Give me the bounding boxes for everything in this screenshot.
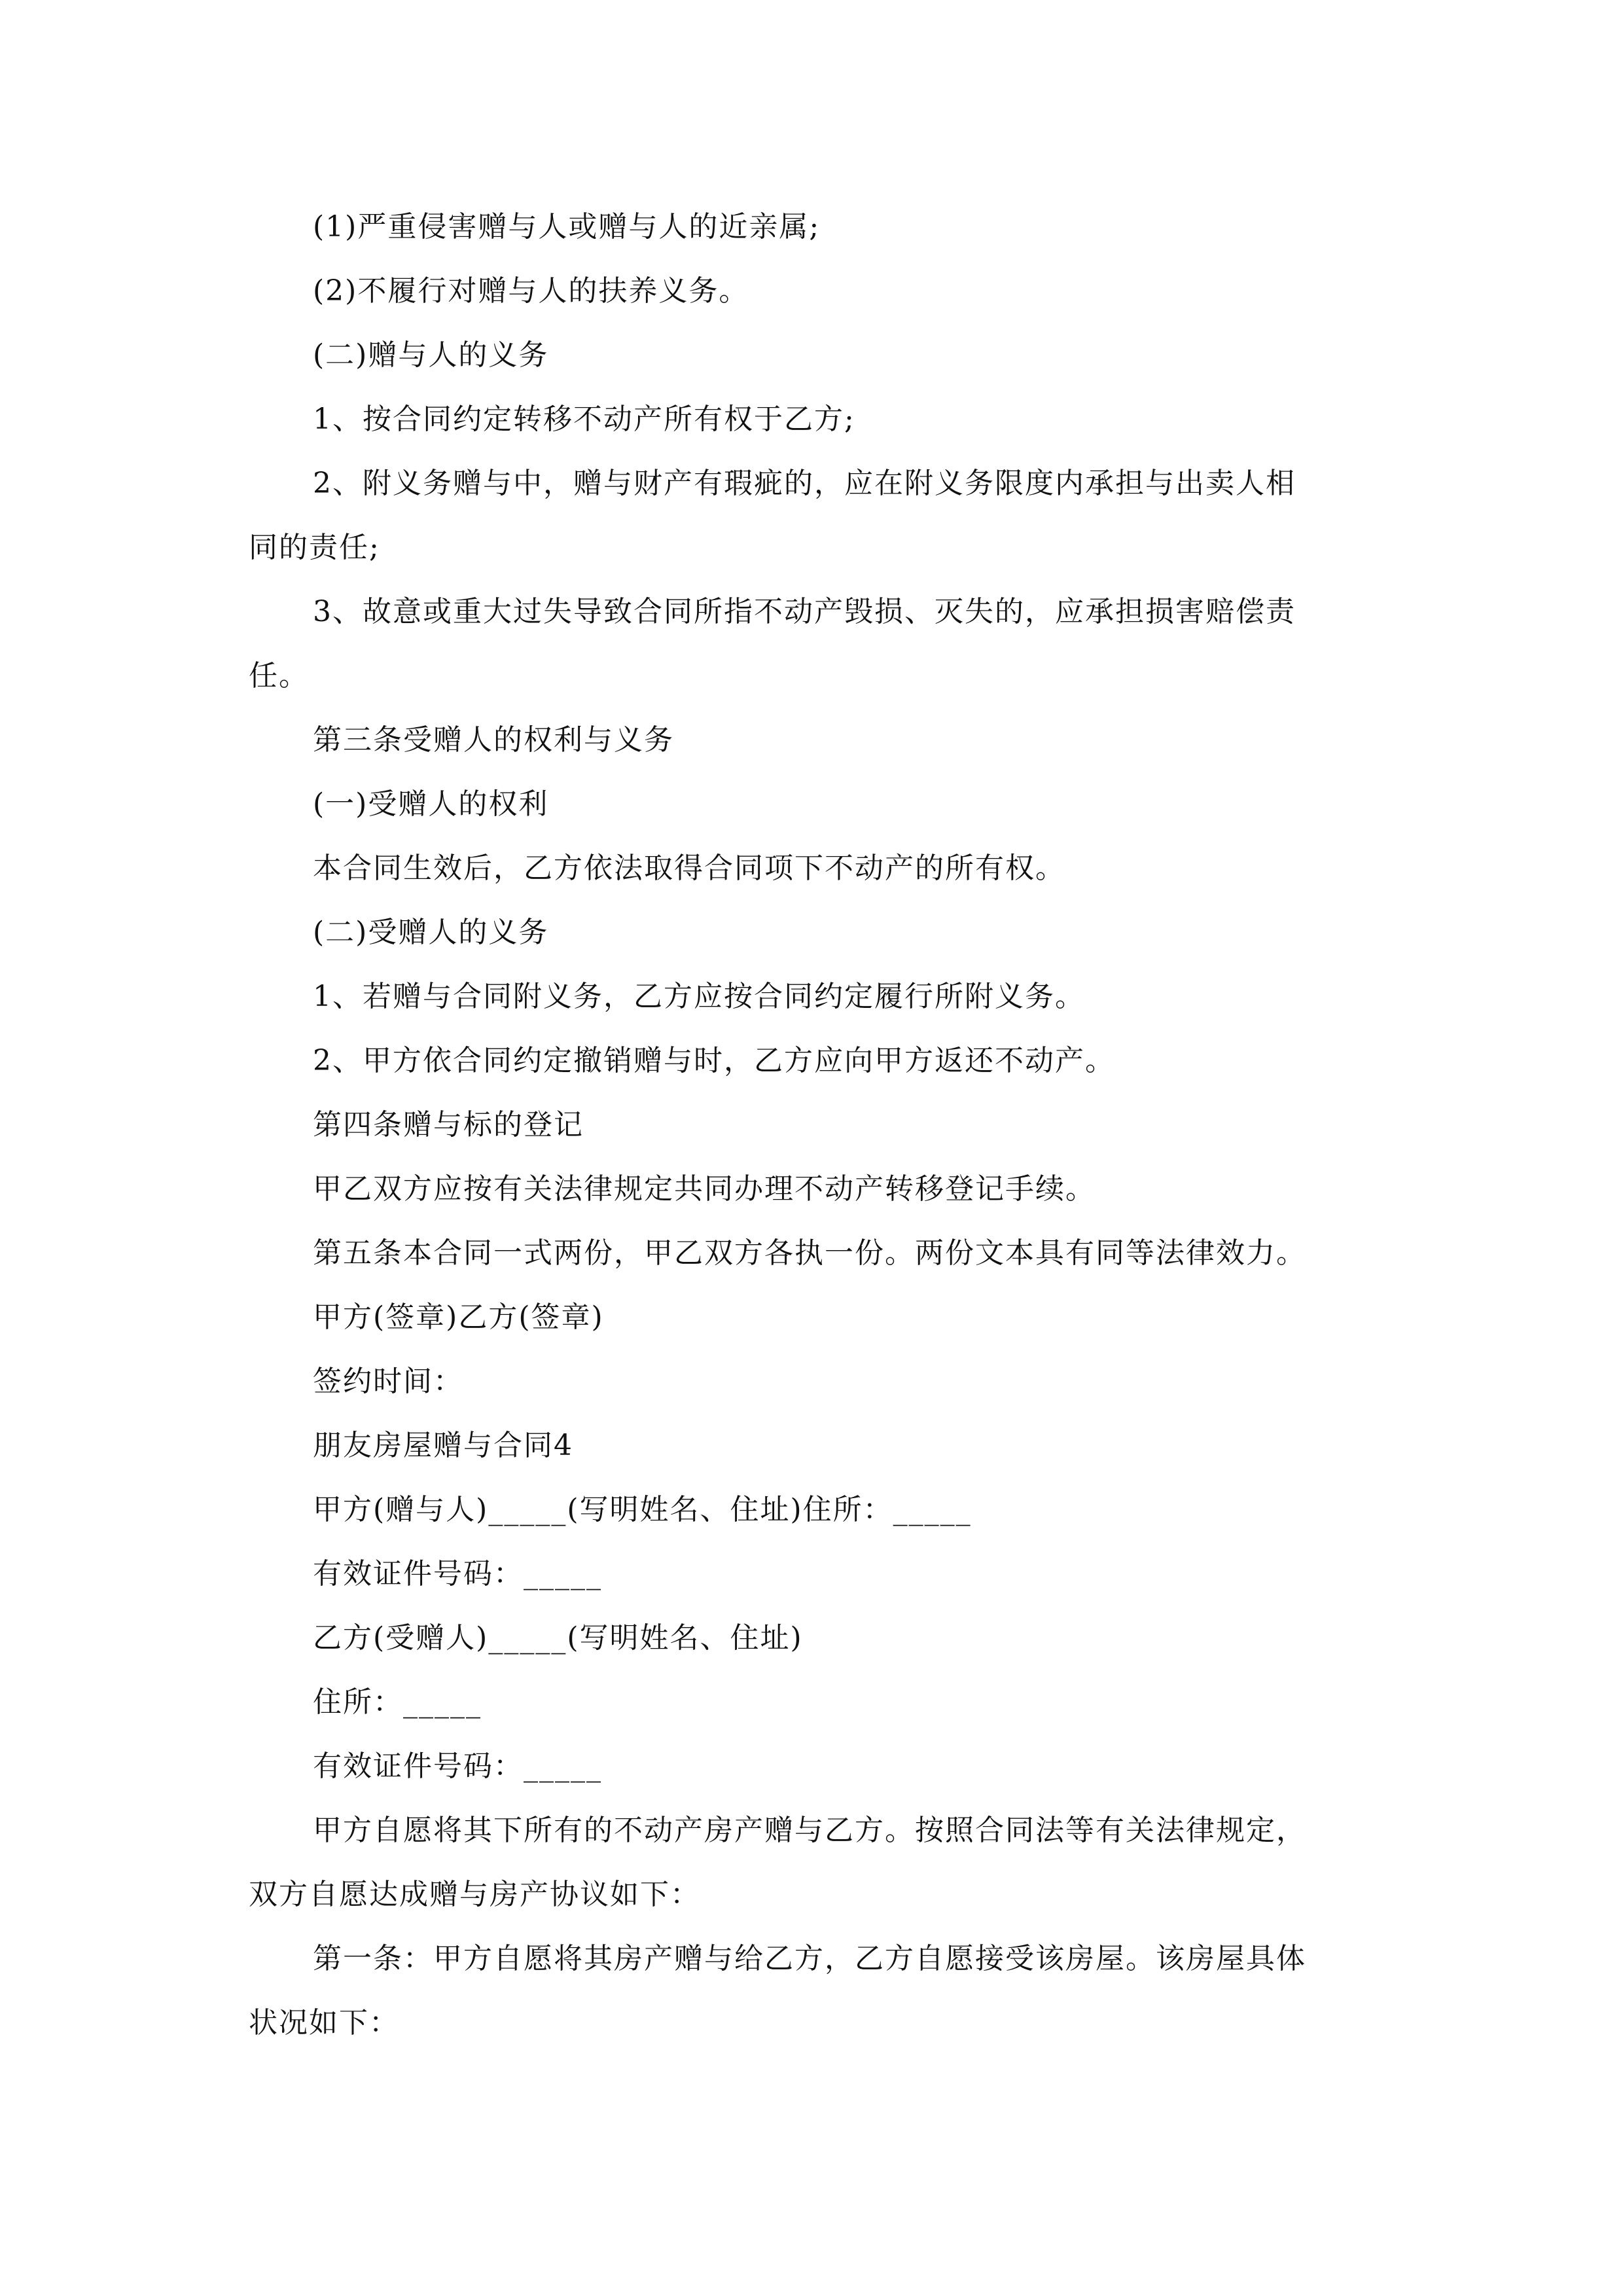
contract-title: 朋友房屋赠与合同4	[313, 1429, 573, 1462]
section-heading: (二)受赠人的义务	[313, 916, 549, 949]
party-b-id-line: 有效证件号码：_____	[313, 1749, 602, 1783]
section-heading: (二)赠与人的义务	[313, 338, 549, 372]
article-heading: 第三条受赠人的权利与义务	[313, 723, 674, 757]
paragraph-line: (1)严重侵害赠与人或赠与人的近亲属;	[313, 210, 821, 243]
paragraph-line: 第五条本合同一式两份，甲乙双方各执一份。两份文本具有同等法律效力。	[313, 1236, 1306, 1270]
paragraph-line: 3、故意或重大过失导致合同所指不动产毁损、灭失的，应承担损害赔偿责	[313, 595, 1296, 628]
paragraph-line: 状况如下：	[249, 2006, 399, 2039]
paragraph-line: 同的责任;	[249, 531, 380, 564]
signing-date-line: 签约时间：	[313, 1365, 463, 1398]
paragraph-line: 2、甲方依合同约定撤销赠与时，乙方应向甲方返还不动产。	[313, 1044, 1115, 1077]
party-a-id-line: 有效证件号码：_____	[313, 1557, 602, 1590]
paragraph-line: (2)不履行对赠与人的扶养义务。	[313, 274, 749, 308]
paragraph-line: 本合同生效后，乙方依法取得合同项下不动产的所有权。	[313, 852, 1065, 885]
paragraph-line: 第一条：甲方自愿将其房产赠与给乙方，乙方自愿接受该房屋。该房屋具体	[313, 1942, 1306, 1975]
party-b-line: 乙方(受赠人)_____(写明姓名、住址)	[313, 1621, 803, 1655]
article-heading: 第四条赠与标的登记	[313, 1108, 584, 1141]
paragraph-line: 1、若赠与合同附义务，乙方应按合同约定履行所附义务。	[313, 980, 1085, 1013]
party-b-address-line: 住所：_____	[313, 1685, 482, 1719]
paragraph-line: 双方自愿达成赠与房产协议如下：	[249, 1878, 700, 1911]
paragraph-line: 任。	[249, 659, 309, 692]
paragraph-line: 2、附义务赠与中，赠与财产有瑕疵的，应在附义务限度内承担与出卖人相	[313, 467, 1296, 500]
party-a-line: 甲方(赠与人)_____(写明姓名、住址)住所：_____	[313, 1493, 972, 1526]
paragraph-line: 甲方自愿将其下所有的不动产房产赠与乙方。按照合同法等有关法律规定，	[313, 1814, 1306, 1847]
paragraph-line: 甲乙双方应按有关法律规定共同办理不动产转移登记手续。	[313, 1172, 1096, 1206]
section-heading: (一)受赠人的权利	[313, 787, 549, 821]
signature-line: 甲方(签章)乙方(签章)	[313, 1300, 604, 1334]
paragraph-line: 1、按合同约定转移不动产所有权于乙方;	[313, 403, 855, 436]
